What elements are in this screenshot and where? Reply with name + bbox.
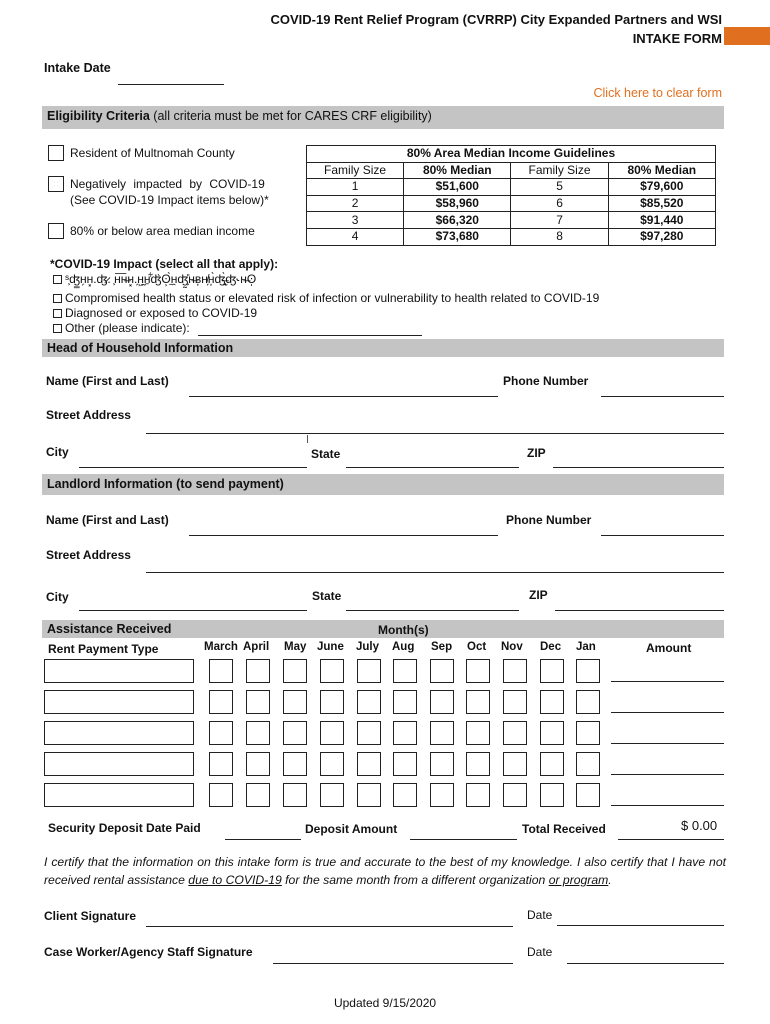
household-street-field[interactable]	[146, 433, 724, 434]
certification-text	[44, 853, 726, 889]
month-checkbox[interactable]	[283, 659, 307, 683]
month-label: Jan	[576, 641, 596, 653]
month-checkbox[interactable]	[246, 783, 270, 807]
landlord-phone-field[interactable]	[601, 535, 724, 536]
covid-impact-item: Compromised health status or elevated risk of infection or vulnerability to health related to COVID-19	[65, 291, 600, 305]
month-checkbox[interactable]	[466, 690, 490, 714]
covid-impact-item: Diagnosed or exposed to COVID-19	[65, 306, 258, 320]
covid-impact-heading: *COVID-19 Impact (select all that apply):	[50, 257, 279, 271]
month-checkbox[interactable]	[503, 752, 527, 776]
month-checkbox[interactable]	[393, 752, 417, 776]
month-checkbox[interactable]	[320, 752, 344, 776]
ami-cell: 6	[511, 195, 608, 212]
covid-impact-checkbox[interactable]	[53, 275, 62, 284]
covid-impact-checkbox[interactable]	[53, 324, 62, 333]
covid-impact-garbled-row	[53, 272, 256, 286]
rent-payment-type-field[interactable]	[44, 752, 194, 776]
caseworker-signature-field[interactable]	[273, 963, 513, 964]
month-label: Aug	[392, 641, 415, 653]
month-checkbox[interactable]	[393, 690, 417, 714]
ami-cell: 3	[307, 212, 404, 229]
deposit-amount-field[interactable]	[410, 839, 517, 840]
caseworker-date-field[interactable]	[567, 963, 724, 964]
month-checkbox[interactable]	[466, 721, 490, 745]
ami-row	[307, 179, 716, 196]
month-checkbox[interactable]	[466, 659, 490, 683]
month-label: June	[317, 641, 344, 653]
month-checkbox[interactable]	[320, 721, 344, 745]
covid-impact-row	[53, 321, 190, 335]
amount-field[interactable]	[611, 681, 724, 682]
deposit-amount-label: Deposit Amount	[305, 822, 398, 836]
client-signature-label: Client Signature	[44, 909, 137, 923]
month-label: Sep	[431, 641, 453, 653]
month-checkbox[interactable]	[246, 752, 270, 776]
months-heading: Month(s)	[378, 623, 429, 637]
month-checkbox[interactable]	[503, 721, 527, 745]
household-zip-field[interactable]	[553, 467, 724, 468]
month-checkbox[interactable]	[357, 752, 381, 776]
month-checkbox[interactable]	[430, 659, 454, 683]
month-checkbox[interactable]	[283, 752, 307, 776]
month-label: April	[243, 641, 270, 653]
month-checkbox[interactable]	[209, 690, 233, 714]
household-name-label: Name (First and Last)	[46, 374, 169, 388]
client-date-field[interactable]	[557, 925, 724, 926]
month-checkbox[interactable]	[320, 690, 344, 714]
total-received-field[interactable]	[618, 839, 724, 840]
month-checkbox[interactable]	[430, 752, 454, 776]
covid-impact-row	[53, 291, 599, 305]
month-checkbox[interactable]	[357, 783, 381, 807]
amount-field[interactable]	[611, 712, 724, 713]
month-checkbox[interactable]	[320, 659, 344, 683]
field-divider-tick	[307, 435, 308, 443]
household-phone-field[interactable]	[601, 396, 724, 397]
eligibility-heading-note: (all criteria must be met for CARES CRF eligibility)	[153, 109, 432, 123]
covid-impact-garbled-text: ˢ͕ʤ͇ʜ̗ʜ͓.ʤ̷. ͕ʜ͞͏ʜ̶ʜ͓.̗ʜ͖̰ʜ̱͋ʤ̀ʘ͕̱̀ʜ̯ʤ̰̗̎ʜ̶ʙ͎ʜ̸̗ʜ͎̀ʤ̶̰̹̩̀ʤ˞ʜ̶ʘ̩	[65, 272, 257, 286]
month-label: May	[284, 641, 307, 653]
household-state-field[interactable]	[346, 467, 519, 468]
ami-cell: $85,520	[608, 195, 715, 212]
month-checkbox[interactable]	[576, 690, 600, 714]
ami-cell: $51,600	[404, 179, 511, 196]
client-date-label: Date	[527, 908, 553, 922]
header-accent-bar	[724, 27, 770, 45]
ami-header: 80% Median	[404, 162, 511, 179]
month-label: March	[204, 641, 238, 653]
ami-cell: $79,600	[608, 179, 715, 196]
form-title: COVID-19 Rent Relief Program (CVRRP) City Expanded Partners and WSI	[270, 12, 722, 27]
ami-cell: $97,280	[608, 228, 715, 245]
month-checkbox[interactable]	[540, 752, 564, 776]
ami-row	[307, 195, 716, 212]
landlord-street-field[interactable]	[146, 572, 724, 573]
ami-row	[307, 212, 716, 229]
month-checkbox[interactable]	[430, 721, 454, 745]
month-checkbox[interactable]	[357, 659, 381, 683]
household-zip-label: ZIP	[527, 446, 546, 460]
certification-part3: .	[608, 873, 612, 887]
landlord-city-field[interactable]	[79, 610, 307, 611]
rent-payment-type-field[interactable]	[44, 721, 194, 745]
landlord-city-label: City	[46, 590, 69, 604]
footer-updated: Updated 9/15/2020	[333, 996, 437, 1010]
month-checkbox[interactable]	[576, 721, 600, 745]
ami-header: 80% Median	[608, 162, 715, 179]
landlord-zip-label: ZIP	[529, 588, 548, 602]
rent-payment-type-field[interactable]	[44, 690, 194, 714]
month-checkbox[interactable]	[576, 752, 600, 776]
month-checkbox[interactable]	[209, 752, 233, 776]
month-checkbox[interactable]	[283, 721, 307, 745]
household-city-label: City	[46, 445, 69, 459]
month-checkbox[interactable]	[466, 752, 490, 776]
month-checkbox[interactable]	[576, 659, 600, 683]
ami-cell: 7	[511, 212, 608, 229]
month-checkbox[interactable]	[540, 659, 564, 683]
month-checkbox[interactable]	[540, 721, 564, 745]
total-received-label: Total Received	[522, 822, 606, 836]
landlord-zip-field[interactable]	[555, 610, 724, 611]
covid-impacted-label: Negatively impacted by COVID-19	[70, 177, 265, 191]
deposit-date-field[interactable]	[225, 839, 301, 840]
rent-payment-type-field[interactable]	[44, 659, 194, 683]
ami-cell: 1	[307, 179, 404, 196]
month-checkbox[interactable]	[357, 690, 381, 714]
landlord-state-field[interactable]	[346, 610, 519, 611]
deposit-date-label: Security Deposit Date Paid	[48, 821, 201, 835]
household-city-field[interactable]	[79, 467, 307, 468]
month-checkbox[interactable]	[466, 783, 490, 807]
month-checkbox[interactable]	[503, 659, 527, 683]
amount-field[interactable]	[611, 774, 724, 775]
month-checkbox[interactable]	[209, 783, 233, 807]
certification-part1: I certify that the information on this intake form is true and accurate to the best of my knowledge. I also certify that I have not received rental assistance	[44, 855, 726, 887]
covid-impact-checkbox[interactable]	[53, 294, 62, 303]
household-street-label: Street Address	[46, 408, 131, 422]
intake-date-field[interactable]	[118, 84, 224, 85]
amount-field[interactable]	[611, 743, 724, 744]
ami-cell: $73,680	[404, 228, 511, 245]
client-signature-field[interactable]	[146, 926, 513, 927]
other-impact-field[interactable]	[198, 335, 422, 336]
ami-row	[307, 228, 716, 245]
household-name-field[interactable]	[189, 396, 498, 397]
month-label: July	[356, 641, 380, 653]
covid-impact-item: Other (please indicate):	[65, 321, 190, 335]
certification-underline1: due to COVID-19	[188, 873, 282, 887]
month-checkbox[interactable]	[246, 721, 270, 745]
rent-type-label: Rent Payment Type	[48, 642, 159, 656]
household-section-header: Head of Household Information	[42, 339, 724, 357]
landlord-street-label: Street Address	[46, 548, 131, 562]
ami-header: Family Size	[307, 162, 404, 179]
month-checkbox[interactable]	[576, 783, 600, 807]
month-checkbox[interactable]	[393, 783, 417, 807]
ami-cell: 5	[511, 179, 608, 196]
amount-label: Amount	[646, 641, 692, 655]
certification-part2: for the same month from a different organization	[281, 873, 549, 887]
landlord-name-field[interactable]	[189, 535, 498, 536]
assistance-heading: Assistance Received	[47, 622, 172, 636]
caseworker-date-label: Date	[527, 945, 553, 959]
month-checkbox[interactable]	[540, 783, 564, 807]
covid-impact-row	[53, 306, 257, 320]
month-checkbox[interactable]	[357, 721, 381, 745]
eligibility-heading: Eligibility Criteria	[47, 109, 150, 123]
ami-cell: 4	[307, 228, 404, 245]
ami-cell: $91,440	[608, 212, 715, 229]
month-checkbox[interactable]	[246, 690, 270, 714]
month-checkbox[interactable]	[283, 690, 307, 714]
month-checkbox[interactable]	[540, 690, 564, 714]
ami-cell: $58,960	[404, 195, 511, 212]
month-checkbox[interactable]	[393, 659, 417, 683]
total-received-value: $ 0.00	[681, 818, 718, 833]
month-checkbox[interactable]	[246, 659, 270, 683]
rent-payment-type-field[interactable]	[44, 783, 194, 807]
amount-field[interactable]	[611, 805, 724, 806]
landlord-state-label: State	[312, 589, 342, 603]
month-checkbox[interactable]	[209, 659, 233, 683]
ami-cell: 8	[511, 228, 608, 245]
income-checkbox[interactable]	[48, 223, 64, 239]
clear-form-link[interactable]: Click here to clear form	[593, 86, 722, 100]
month-label: Nov	[501, 641, 523, 653]
month-checkbox[interactable]	[320, 783, 344, 807]
eligibility-section-header	[42, 106, 724, 129]
household-phone-label: Phone Number	[503, 374, 589, 388]
form-subtitle: INTAKE FORM	[632, 31, 722, 46]
landlord-phone-label: Phone Number	[506, 513, 592, 527]
resident-checkbox[interactable]	[48, 145, 64, 161]
month-checkbox[interactable]	[503, 690, 527, 714]
ami-table-title: 80% Area Median Income Guidelines	[307, 146, 716, 163]
landlord-name-label: Name (First and Last)	[46, 513, 169, 527]
household-state-label: State	[311, 447, 341, 461]
covid-impacted-checkbox[interactable]	[48, 176, 64, 192]
month-checkbox[interactable]	[393, 721, 417, 745]
landlord-section-header: Landlord Information (to send payment)	[42, 474, 724, 495]
covid-impacted-note: (See COVID-19 Impact items below)*	[70, 193, 269, 207]
intake-date-label: Intake Date	[44, 61, 111, 75]
resident-label: Resident of Multnomah County	[70, 146, 235, 160]
month-label: Oct	[467, 641, 487, 653]
caseworker-signature-label: Case Worker/Agency Staff Signature	[44, 945, 253, 959]
month-checkbox[interactable]	[283, 783, 307, 807]
ami-guidelines-table	[306, 145, 716, 246]
income-label: 80% or below area median income	[70, 224, 255, 238]
ami-header: Family Size	[511, 162, 608, 179]
certification-underline2: or program	[548, 873, 609, 887]
month-checkbox[interactable]	[430, 690, 454, 714]
month-checkbox[interactable]	[503, 783, 527, 807]
covid-impact-checkbox[interactable]	[53, 309, 62, 318]
month-checkbox[interactable]	[209, 721, 233, 745]
ami-cell: $66,320	[404, 212, 511, 229]
ami-cell: 2	[307, 195, 404, 212]
month-label: Dec	[540, 641, 562, 653]
month-checkbox[interactable]	[430, 783, 454, 807]
